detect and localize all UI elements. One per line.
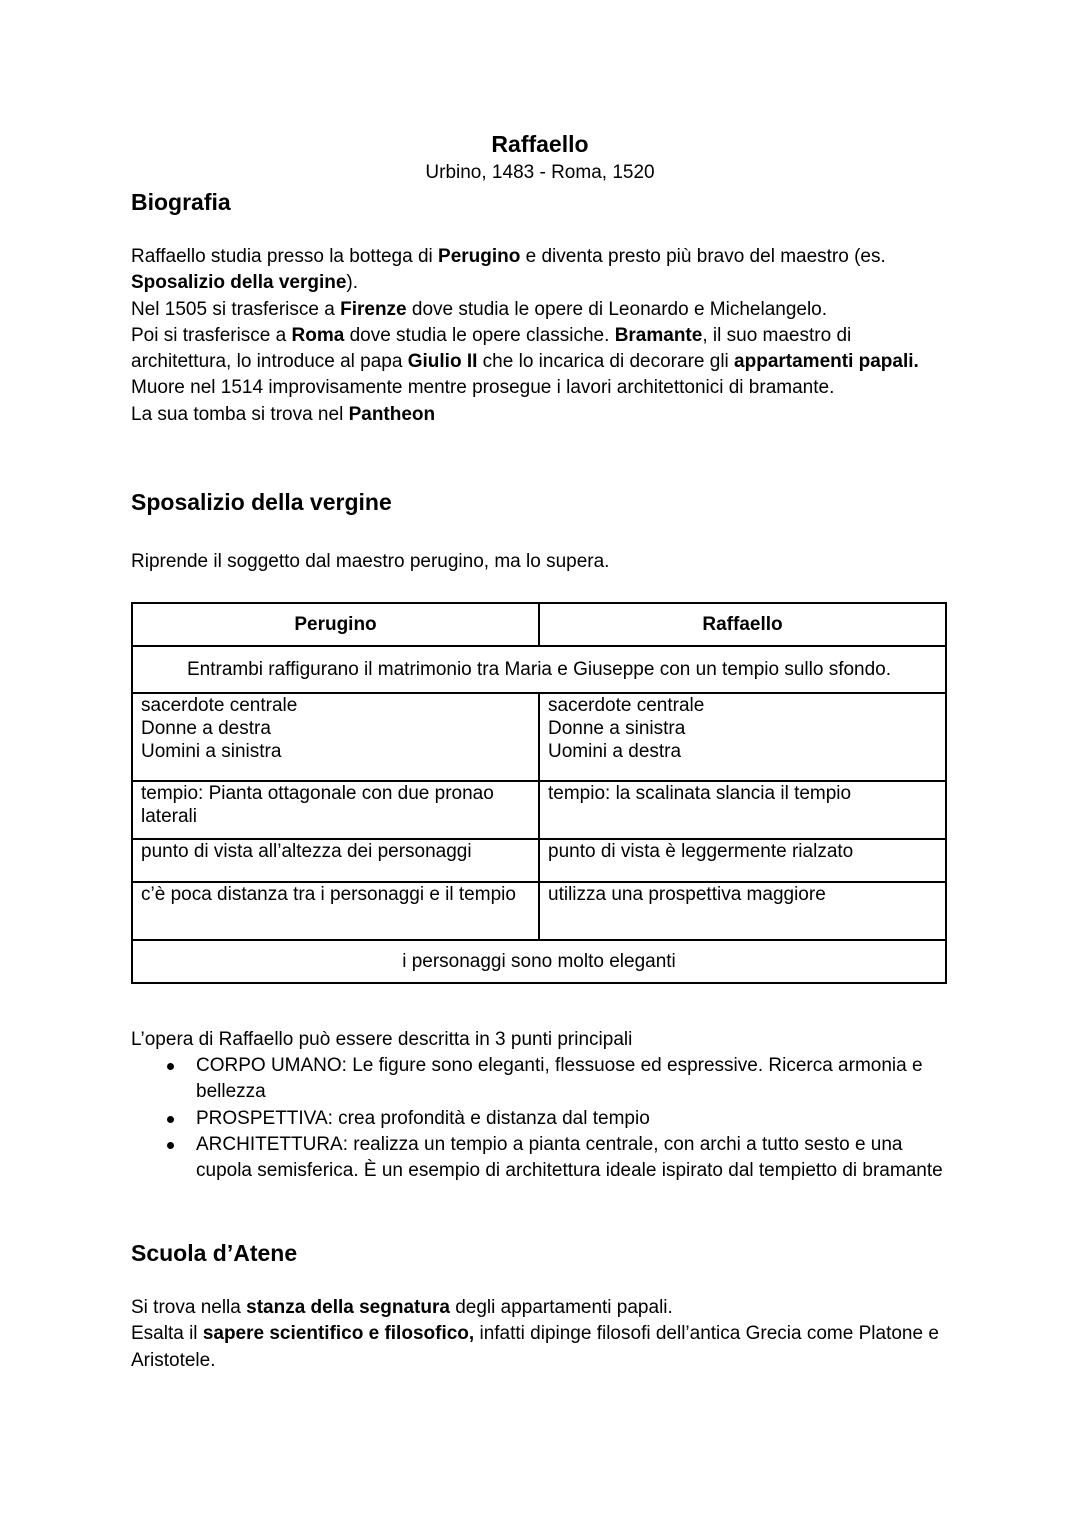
biografia-paragraph: Raffaello studia presso la bottega di Perugino e diventa presto più bravo del maestro (es. Sposalizio della vergine). [131,246,886,294]
table-row [132,646,946,693]
scuola-paragraph: Esalta il sapere scientifico e filosofico, infatti dipinge filosofi dell’antica Grecia come Platone e Aristotele. [131,1323,939,1371]
table-cell: punto di vista è leggermente rialzato [539,839,946,882]
table-cell: sacerdote centrale Donne a destra Uomini a sinistra [132,693,539,781]
scuola-text [131,1295,951,1374]
table-row [132,781,946,839]
table-header-row [132,603,946,646]
table-cell: c’è poca distanza tra i personaggi e il tempio [132,882,539,940]
bullet-icon [167,1116,174,1123]
points-list [131,1053,951,1184]
scuola-paragraph: Si trova nella stanza della segnatura degli appartamenti papali. [131,1297,673,1318]
list-item: ARCHITETTURA: realizza un tempio a pianta centrale, con archi a tutto sesto e una cupola semisferica. È un esempio di architettura ideale ispirato dal tempietto di bramante [131,1132,951,1185]
column-header-raffaello: Raffaello [539,603,946,646]
table-row [132,882,946,940]
biografia-paragraph: Poi si trasferisce a Roma dove studia le opere classiche. Bramante, il suo maestro di architettura, lo introduce al papa Giulio II che lo incarica di decorare gli appartamenti papali. [131,324,919,373]
scuola-heading: Scuola d’Atene [131,1240,298,1266]
list-item: PROSPETTIVA: crea profondità e distanza dal tempio [131,1106,951,1132]
sposalizio-intro: Riprende il soggetto dal maestro perugino, ma lo supera. [131,551,610,572]
table-row [132,839,946,882]
biografia-paragraph: Nel 1505 si trasferisce a Firenze dove studia le opere di Leonardo e Michelangelo. [131,298,828,320]
page-subtitle: Urbino, 1483 - Roma, 1520 [425,162,655,183]
bullet-icon [167,1142,174,1149]
table-cell: tempio: la scalinata slancia il tempio [539,781,946,839]
bullet-icon [167,1063,174,1070]
table-cell: sacerdote centrale Donne a sinistra Uomini a destra [539,693,946,781]
comparison-table [131,602,947,984]
column-header-perugino: Perugino [132,603,539,646]
biografia-paragraph: Muore nel 1514 improvisamente mentre prosegue i lavori architettonici di bramante. [131,377,835,399]
summary-text: L’opera di Raffaello può essere descritta in 3 punti principali [131,1029,633,1050]
table-row [132,693,946,781]
table-cell: punto di vista all’altezza dei personaggi [132,839,539,882]
table-row [132,940,946,983]
shared-cell: i personaggi sono molto eleganti [132,940,946,983]
biografia-heading: Biografia [131,189,231,215]
sposalizio-heading: Sposalizio della vergine [131,489,392,515]
list-item: CORPO UMANO: Le figure sono eleganti, flessuose ed espressive. Ricerca armonia e bellezza [131,1053,951,1106]
shared-cell: Entrambi raffigurano il matrimonio tra Maria e Giuseppe con un tempio sullo sfondo. [132,646,946,693]
table-cell: tempio: Pianta ottagonale con due pronao laterali [132,781,539,839]
page-title: Raffaello [491,131,589,157]
table-cell: utilizza una prospettiva maggiore [539,882,946,940]
biografia-text [131,244,951,428]
biografia-paragraph: La sua tomba si trova nel Pantheon [131,403,436,425]
